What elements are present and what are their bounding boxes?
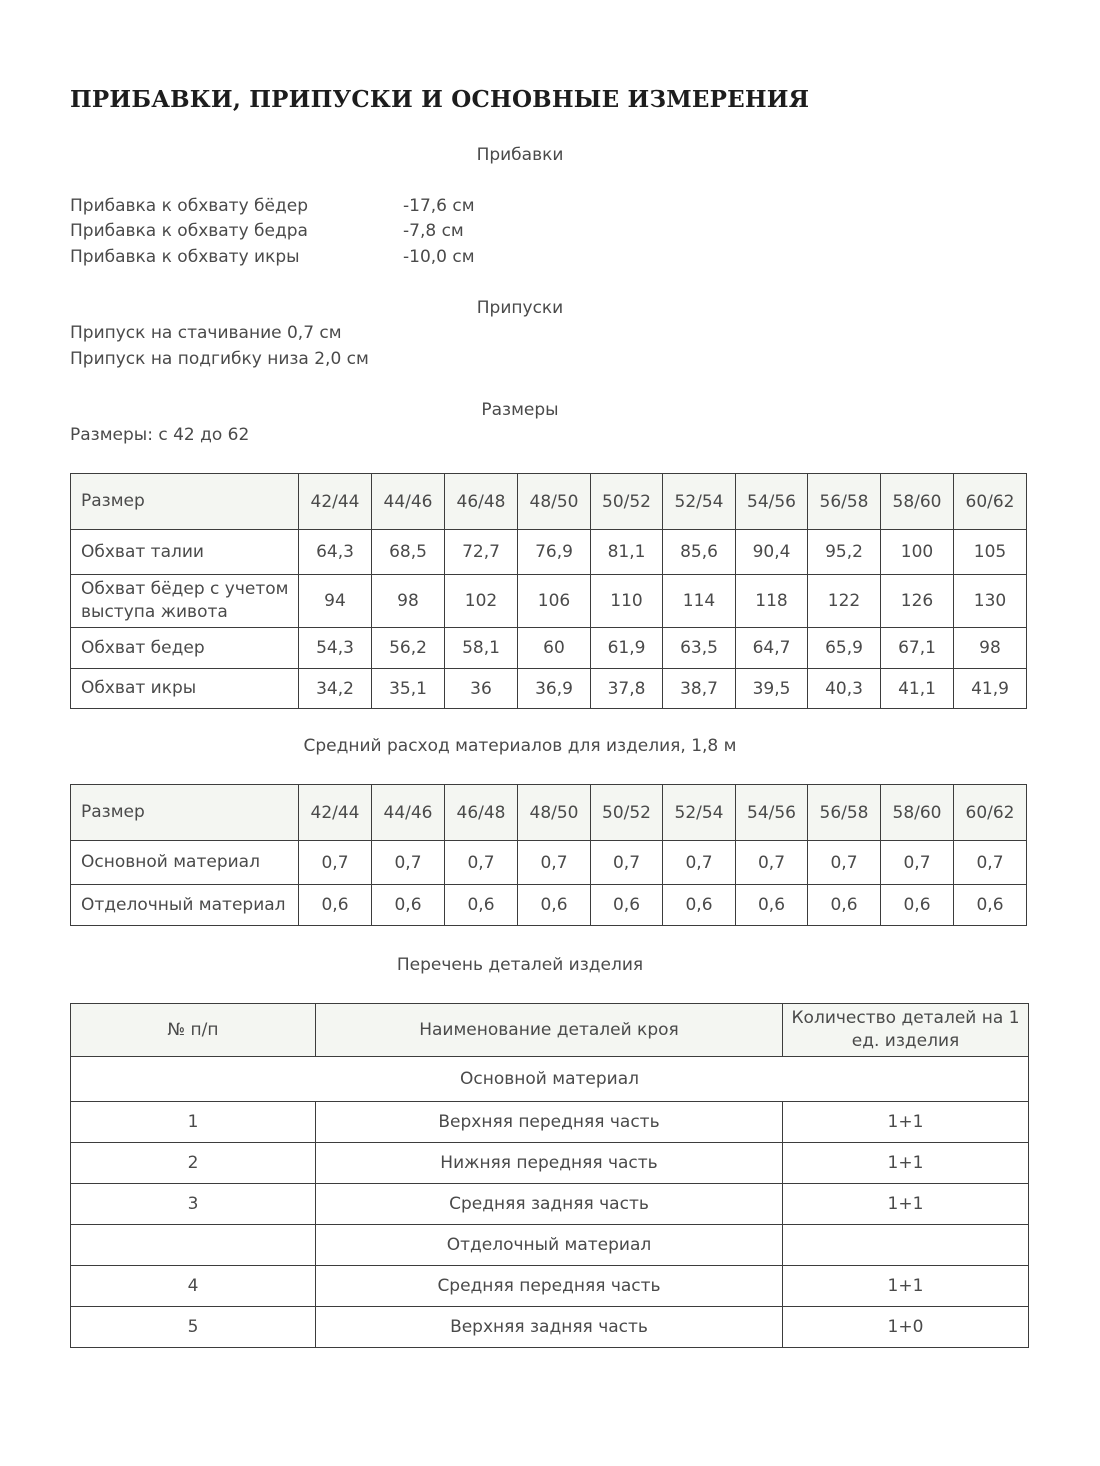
table-row <box>71 575 1027 628</box>
table-cell: 1+1 <box>783 1102 1029 1143</box>
column-header: 58/60 <box>881 785 954 841</box>
sizes-heading: Размеры <box>481 400 559 420</box>
table-cell: Верхняя задняя часть <box>316 1307 783 1348</box>
table-row <box>71 1307 1029 1348</box>
table-cell: 2 <box>71 1143 316 1184</box>
column-header: Количество деталей на 1 ед. изделия <box>783 1004 1029 1057</box>
table-cell: 0,6 <box>445 885 518 926</box>
table-cell: 1+1 <box>783 1184 1029 1225</box>
table-cell: 0,6 <box>591 885 663 926</box>
table-cell: 0,7 <box>445 841 518 885</box>
section-row <box>71 1225 1029 1266</box>
sizes-table <box>70 473 1027 709</box>
column-header: 42/44 <box>299 785 372 841</box>
allowance-value: -17,6 см <box>403 196 475 216</box>
table-cell: 37,8 <box>591 669 663 709</box>
table-row <box>71 1266 1029 1307</box>
table-row <box>71 669 1027 709</box>
table-row <box>71 1143 1029 1184</box>
table-cell: 118 <box>736 575 808 628</box>
column-header: 60/62 <box>954 474 1027 530</box>
section-row <box>71 1057 1029 1102</box>
column-header: 46/48 <box>445 785 518 841</box>
table-cell: 81,1 <box>591 530 663 575</box>
table-cell: 58,1 <box>445 628 518 669</box>
table-cell: 98 <box>372 575 445 628</box>
table-cell: 102 <box>445 575 518 628</box>
table-cell: 1+0 <box>783 1307 1029 1348</box>
table-cell: 85,6 <box>663 530 736 575</box>
table-cell: 41,9 <box>954 669 1027 709</box>
table-cell: 1+1 <box>783 1266 1029 1307</box>
table-cell: 90,4 <box>736 530 808 575</box>
allowance-label: Прибавка к обхвату бедра <box>70 221 308 241</box>
table-row <box>71 1184 1029 1225</box>
table-cell: 56,2 <box>372 628 445 669</box>
row-label: Основной материал <box>71 841 299 885</box>
seams-heading: Припуски <box>476 298 564 318</box>
table-cell: 0,6 <box>518 885 591 926</box>
table-cell: 122 <box>808 575 881 628</box>
table-cell: Средняя задняя часть <box>316 1184 783 1225</box>
column-header: Наименование деталей кроя <box>316 1004 783 1057</box>
table-cell: 0,7 <box>518 841 591 885</box>
section-label: Отделочный материал <box>316 1225 783 1266</box>
table-cell: 1 <box>71 1102 316 1143</box>
table-cell: Средняя передняя часть <box>316 1266 783 1307</box>
allowance-line <box>70 247 475 267</box>
table-cell: 40,3 <box>808 669 881 709</box>
column-header: 44/46 <box>372 785 445 841</box>
table-cell: 0,7 <box>881 841 954 885</box>
table-cell: 38,7 <box>663 669 736 709</box>
column-header: 50/52 <box>591 474 663 530</box>
table-cell: 0,7 <box>808 841 881 885</box>
table-cell: 100 <box>881 530 954 575</box>
row-label: Обхват бёдер с учетом выступа живота <box>71 575 299 628</box>
table-cell: Нижняя передняя часть <box>316 1143 783 1184</box>
table-row <box>71 885 1027 926</box>
table-cell: 105 <box>954 530 1027 575</box>
consumption-table <box>70 784 1027 926</box>
column-header: 56/58 <box>808 474 881 530</box>
table-cell: 54,3 <box>299 628 372 669</box>
table-cell: 106 <box>518 575 591 628</box>
table-header-row <box>71 474 1027 530</box>
parts-table <box>70 1003 1029 1348</box>
column-header: 54/56 <box>736 785 808 841</box>
column-header: № п/п <box>71 1004 316 1057</box>
table-cell: 63,5 <box>663 628 736 669</box>
table-cell: 94 <box>299 575 372 628</box>
column-header: Размер <box>71 474 299 530</box>
row-label: Обхват талии <box>71 530 299 575</box>
table-row <box>71 628 1027 669</box>
table-cell: 0,6 <box>736 885 808 926</box>
table-cell: 0,6 <box>881 885 954 926</box>
table-cell: 126 <box>881 575 954 628</box>
column-header: 42/44 <box>299 474 372 530</box>
column-header: 48/50 <box>518 474 591 530</box>
table-cell: 67,1 <box>881 628 954 669</box>
table-cell: 0,7 <box>954 841 1027 885</box>
column-header: 58/60 <box>881 474 954 530</box>
table-cell: 76,9 <box>518 530 591 575</box>
table-cell: 3 <box>71 1184 316 1225</box>
seam-line: Припуск на подгибку низа 2,0 см <box>70 349 369 369</box>
table-cell: 35,1 <box>372 669 445 709</box>
column-header: 44/46 <box>372 474 445 530</box>
column-header: 60/62 <box>954 785 1027 841</box>
table-cell: 0,7 <box>591 841 663 885</box>
table-cell: 34,2 <box>299 669 372 709</box>
table-cell: 98 <box>954 628 1027 669</box>
table-cell: 0,6 <box>299 885 372 926</box>
table-cell: 68,5 <box>372 530 445 575</box>
table-cell <box>783 1225 1029 1266</box>
column-header: 46/48 <box>445 474 518 530</box>
table-cell: 0,6 <box>954 885 1027 926</box>
column-header: 52/54 <box>663 785 736 841</box>
table-row <box>71 530 1027 575</box>
allowance-value: -7,8 см <box>403 221 464 241</box>
parts-heading: Перечень деталей изделия <box>396 955 644 975</box>
allowance-line <box>70 221 464 241</box>
table-cell: 130 <box>954 575 1027 628</box>
table-header-row <box>71 1004 1029 1057</box>
table-cell: 0,7 <box>663 841 736 885</box>
table-cell: 0,6 <box>663 885 736 926</box>
table-cell: 95,2 <box>808 530 881 575</box>
row-label: Отделочный материал <box>71 885 299 926</box>
table-cell <box>71 1225 316 1266</box>
row-label: Обхват бедер <box>71 628 299 669</box>
allowance-value: -10,0 см <box>403 247 475 267</box>
table-row <box>71 841 1027 885</box>
table-cell: 0,7 <box>372 841 445 885</box>
column-header: 54/56 <box>736 474 808 530</box>
column-header: 52/54 <box>663 474 736 530</box>
column-header: 48/50 <box>518 785 591 841</box>
table-cell: 4 <box>71 1266 316 1307</box>
seam-line: Припуск на стачивание 0,7 см <box>70 323 342 343</box>
table-cell: 5 <box>71 1307 316 1348</box>
page-title: ПРИБАВКИ, ПРИПУСКИ И ОСНОВНЫЕ ИЗМЕРЕНИЯ <box>70 86 810 113</box>
table-cell: 36 <box>445 669 518 709</box>
table-cell: 65,9 <box>808 628 881 669</box>
table-cell: 41,1 <box>881 669 954 709</box>
table-cell: 110 <box>591 575 663 628</box>
table-cell: 0,7 <box>736 841 808 885</box>
allowances-heading: Прибавки <box>476 145 564 165</box>
table-cell: 60 <box>518 628 591 669</box>
table-cell: 72,7 <box>445 530 518 575</box>
column-header: 50/52 <box>591 785 663 841</box>
table-cell: 64,3 <box>299 530 372 575</box>
table-cell: 64,7 <box>736 628 808 669</box>
sizes-range: Размеры: с 42 до 62 <box>70 425 250 445</box>
row-label: Обхват икры <box>71 669 299 709</box>
column-header: 56/58 <box>808 785 881 841</box>
table-cell: 114 <box>663 575 736 628</box>
column-header: Размер <box>71 785 299 841</box>
table-cell: 39,5 <box>736 669 808 709</box>
table-cell: Верхняя передняя часть <box>316 1102 783 1143</box>
table-cell: 0,6 <box>808 885 881 926</box>
table-row <box>71 1102 1029 1143</box>
table-cell: 0,6 <box>372 885 445 926</box>
table-cell: 36,9 <box>518 669 591 709</box>
allowance-label: Прибавка к обхвату икры <box>70 247 300 267</box>
table-header-row <box>71 785 1027 841</box>
table-cell: 61,9 <box>591 628 663 669</box>
table-cell: 1+1 <box>783 1143 1029 1184</box>
section-label: Основной материал <box>71 1057 1029 1102</box>
table-cell: 0,7 <box>299 841 372 885</box>
allowance-label: Прибавка к обхвату бёдер <box>70 196 308 216</box>
consumption-heading: Средний расход материалов для изделия, 1,8 м <box>303 736 737 756</box>
allowance-line <box>70 196 475 216</box>
